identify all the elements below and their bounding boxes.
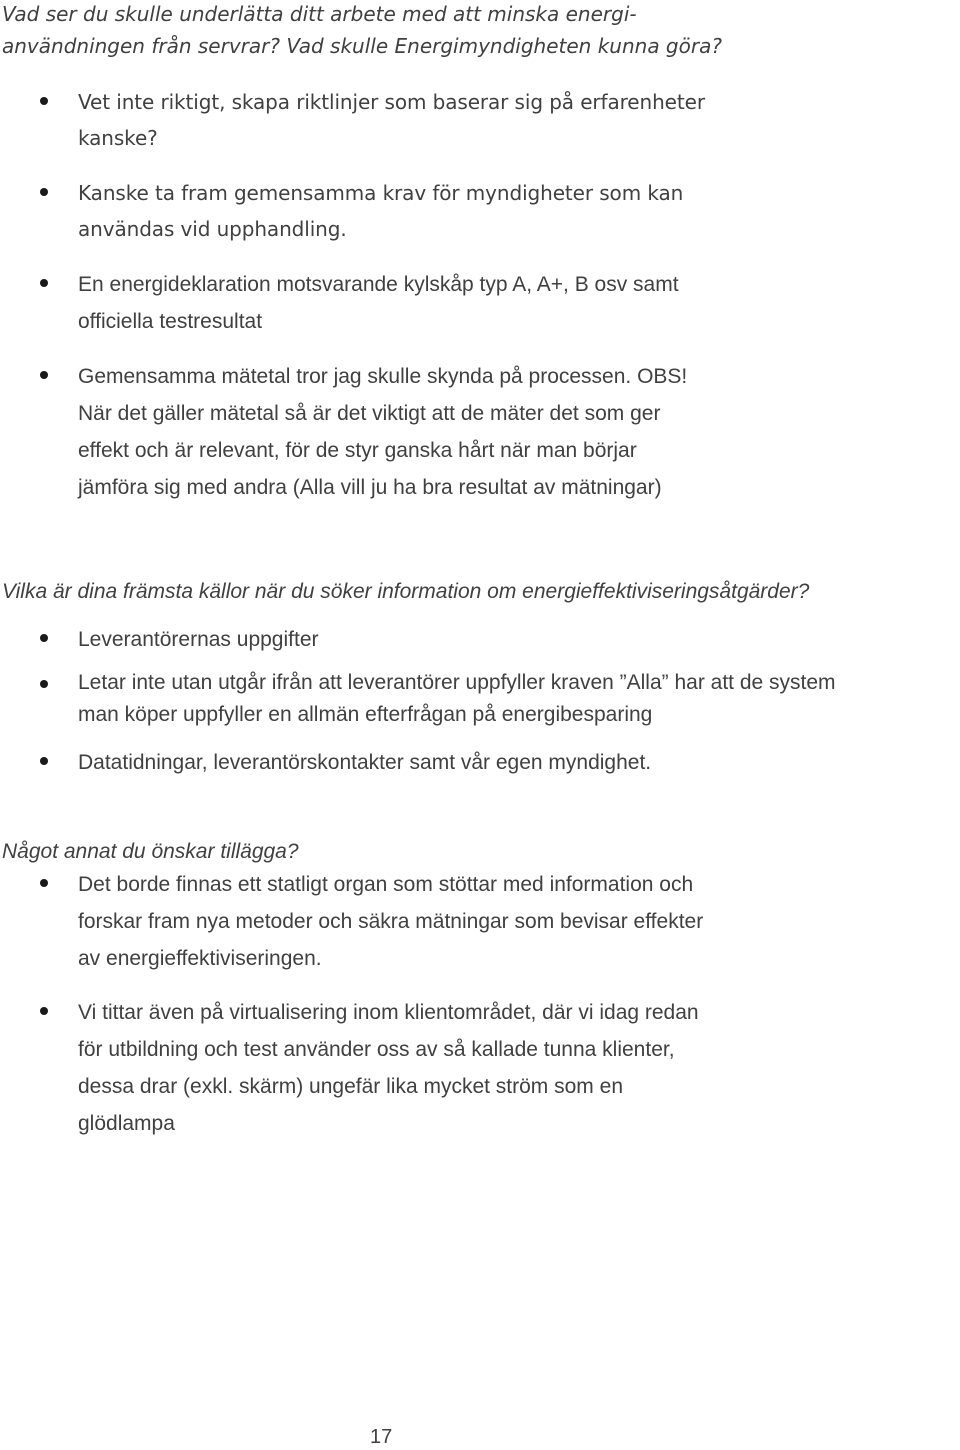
list-item-line: man köper uppfyller en allmän efterfrågan på energibesparing xyxy=(78,703,653,726)
list-item xyxy=(30,621,960,658)
list-item-line: glödlampa xyxy=(78,1112,175,1135)
list-item-line: Vet inte riktigt, skapa riktlinjer som baserar sig på erfarenheter xyxy=(78,90,705,114)
list-item-line: Leverantörernas uppgifter xyxy=(78,628,319,651)
bullet-icon xyxy=(40,279,48,287)
list-item-line: kanske? xyxy=(78,126,158,150)
bullet-icon xyxy=(40,188,48,196)
list-item xyxy=(30,667,960,731)
list-item-line: officiella testresultat xyxy=(78,310,263,333)
list-item-line: av energieffektiviseringen. xyxy=(78,947,322,970)
list-item-line: Vi tittar även på virtualisering inom klientområdet, där vi idag redan xyxy=(78,1001,699,1024)
list-item xyxy=(30,744,960,781)
list-item-line: Kanske ta fram gemensamma krav för myndigheter som kan xyxy=(78,181,684,205)
list-item xyxy=(30,994,960,1142)
list-item xyxy=(30,175,960,247)
bullet-icon xyxy=(40,634,48,642)
question-1-line-1: Vad ser du skulle underlätta ditt arbete med att minska energi- xyxy=(2,2,637,26)
page-number: 17 xyxy=(370,1426,393,1448)
bullet-icon xyxy=(40,97,48,105)
list-item-line: Gemensamma mätetal tror jag skulle skynda på processen. OBS! xyxy=(78,365,688,388)
bullet-icon xyxy=(40,757,48,765)
question-1-line-2: användningen från servrar? Vad skulle Energimyndigheten kunna göra? xyxy=(2,34,722,58)
bullet-icon xyxy=(40,1007,48,1015)
list-item xyxy=(30,358,960,506)
list-item xyxy=(30,266,960,340)
list-item-line: En energideklaration motsvarande kylskåp typ A, A+, B osv samt xyxy=(78,273,679,296)
question-2: Vilka är dina främsta källor när du söker information om energieffektiviseringsåtgärder? xyxy=(2,580,810,603)
bullet-icon xyxy=(40,371,48,379)
bullet-icon xyxy=(40,879,48,887)
list-item-line: Det borde finnas ett statligt organ som stöttar med information och xyxy=(78,873,694,896)
list-item-line: användas vid upphandling. xyxy=(78,217,347,241)
list-item xyxy=(30,84,960,156)
list-item xyxy=(30,866,960,977)
list-item-line: forskar fram nya metoder och säkra mätningar som bevisar effekter xyxy=(78,910,704,933)
list-item-line: Datatidningar, leverantörskontakter samt vår egen myndighet. xyxy=(78,751,652,774)
list-item-line: Letar inte utan utgår ifrån att leverantörer uppfyller kraven ”Alla” har att de system xyxy=(78,671,836,694)
list-item-line: jämföra sig med andra (Alla vill ju ha bra resultat av mätningar) xyxy=(78,476,662,499)
question-3: Något annat du önskar tillägga? xyxy=(2,840,299,863)
list-item-line: När det gäller mätetal så är det viktigt att de mäter det som ger xyxy=(78,402,661,425)
list-item-line: dessa drar (exkl. skärm) ungefär lika mycket ström som en xyxy=(78,1075,623,1098)
list-item-line: för utbildning och test använder oss av så kallade tunna klienter, xyxy=(78,1038,675,1061)
bullet-icon xyxy=(40,680,48,688)
list-item-line: effekt och är relevant, för de styr ganska hårt när man börjar xyxy=(78,439,637,462)
